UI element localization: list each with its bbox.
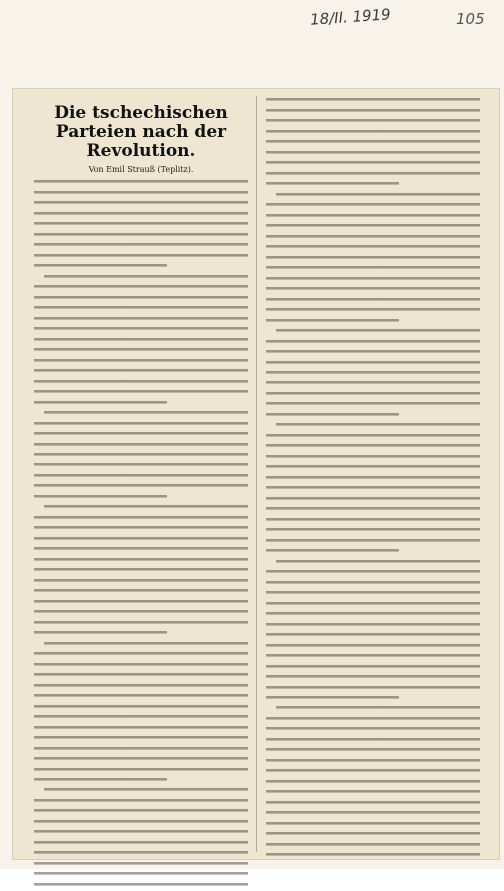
text-line bbox=[34, 828, 248, 835]
text-line bbox=[266, 736, 480, 743]
text-line bbox=[266, 536, 480, 543]
text-line bbox=[266, 117, 480, 124]
text-line bbox=[34, 839, 248, 846]
text-line bbox=[266, 337, 480, 344]
text-line bbox=[34, 367, 248, 374]
text-line bbox=[34, 304, 248, 311]
text-line bbox=[34, 398, 167, 405]
text-line bbox=[266, 641, 480, 648]
text-line bbox=[266, 851, 480, 858]
text-line bbox=[34, 859, 248, 866]
text-line bbox=[44, 272, 248, 279]
text-line bbox=[266, 767, 480, 774]
text-line bbox=[34, 199, 248, 206]
article-column-right bbox=[266, 96, 480, 861]
text-line bbox=[266, 631, 480, 638]
text-line bbox=[276, 421, 480, 428]
text-line bbox=[266, 725, 480, 732]
article-byline: Von Emil Strauß (Teplitz). bbox=[88, 165, 194, 174]
text-line bbox=[266, 159, 480, 166]
text-line bbox=[266, 673, 480, 680]
text-line bbox=[34, 524, 248, 531]
text-line bbox=[266, 547, 399, 554]
text-line bbox=[266, 180, 399, 187]
text-line bbox=[34, 430, 248, 437]
text-line bbox=[266, 798, 480, 805]
text-line bbox=[34, 692, 248, 699]
text-line bbox=[266, 840, 480, 847]
text-line bbox=[34, 325, 248, 332]
text-line bbox=[34, 356, 248, 363]
text-line bbox=[34, 870, 248, 877]
text-line bbox=[34, 335, 248, 342]
text-line bbox=[34, 807, 248, 814]
text-line bbox=[266, 819, 480, 826]
text-line bbox=[266, 442, 480, 449]
text-line bbox=[266, 253, 480, 260]
text-line bbox=[34, 472, 248, 479]
text-line bbox=[34, 346, 248, 353]
text-line bbox=[266, 788, 480, 795]
text-line bbox=[266, 694, 399, 701]
text-line bbox=[44, 639, 248, 646]
text-line bbox=[44, 786, 248, 793]
text-line bbox=[266, 484, 480, 491]
text-line bbox=[266, 96, 480, 103]
text-line bbox=[266, 232, 480, 239]
text-line bbox=[34, 587, 248, 594]
text-line bbox=[266, 505, 480, 512]
handwritten-date: 18/II. 1919 bbox=[309, 5, 392, 29]
text-line bbox=[34, 576, 248, 583]
text-line bbox=[266, 578, 480, 585]
text-line bbox=[266, 127, 480, 134]
text-line bbox=[34, 230, 248, 237]
text-line bbox=[266, 568, 480, 575]
text-line bbox=[34, 388, 248, 395]
text-line bbox=[266, 683, 480, 690]
text-line bbox=[34, 440, 248, 447]
text-line bbox=[34, 849, 248, 856]
text-line bbox=[266, 715, 480, 722]
text-line bbox=[276, 557, 480, 564]
text-line bbox=[266, 400, 480, 407]
text-line bbox=[266, 316, 399, 323]
page-number: 105 bbox=[456, 10, 485, 28]
text-line bbox=[34, 723, 248, 730]
text-line bbox=[266, 809, 480, 816]
text-line bbox=[34, 776, 167, 783]
text-line bbox=[266, 746, 480, 753]
text-line bbox=[34, 241, 248, 248]
text-line bbox=[266, 473, 480, 480]
text-line bbox=[34, 262, 167, 269]
text-line bbox=[266, 379, 480, 386]
text-line bbox=[34, 671, 248, 678]
text-line bbox=[266, 285, 480, 292]
text-line bbox=[34, 419, 248, 426]
text-line bbox=[276, 327, 480, 334]
text-line bbox=[266, 432, 480, 439]
text-line bbox=[266, 610, 480, 617]
text-line bbox=[34, 566, 248, 573]
text-line bbox=[266, 222, 480, 229]
text-line bbox=[266, 243, 480, 250]
text-line bbox=[34, 681, 248, 688]
text-line bbox=[266, 211, 480, 218]
text-line bbox=[34, 618, 248, 625]
text-line bbox=[34, 555, 248, 562]
text-line bbox=[34, 461, 248, 468]
text-line bbox=[266, 369, 480, 376]
article-column-left bbox=[34, 96, 248, 891]
text-line bbox=[266, 494, 480, 501]
text-line bbox=[34, 660, 248, 667]
body-text-left bbox=[34, 178, 248, 888]
text-line bbox=[266, 652, 480, 659]
text-line bbox=[266, 515, 480, 522]
text-line bbox=[34, 713, 248, 720]
text-line bbox=[34, 880, 248, 887]
text-line bbox=[44, 409, 248, 416]
text-line bbox=[266, 106, 480, 113]
text-line bbox=[34, 597, 248, 604]
text-line bbox=[266, 169, 480, 176]
text-line bbox=[34, 534, 248, 541]
text-line bbox=[266, 777, 480, 784]
text-line bbox=[34, 702, 248, 709]
text-line bbox=[266, 358, 480, 365]
text-line bbox=[34, 818, 248, 825]
text-line bbox=[266, 830, 480, 837]
text-line bbox=[34, 493, 167, 500]
body-text-right bbox=[266, 96, 480, 858]
text-line bbox=[266, 757, 480, 764]
text-line bbox=[34, 314, 248, 321]
text-line bbox=[266, 201, 480, 208]
column-divider bbox=[256, 96, 257, 852]
text-line bbox=[34, 765, 248, 772]
text-line bbox=[266, 452, 480, 459]
text-line bbox=[44, 503, 248, 510]
text-line bbox=[266, 662, 480, 669]
text-line bbox=[276, 704, 480, 711]
text-line bbox=[266, 274, 480, 281]
text-line bbox=[34, 209, 248, 216]
text-line bbox=[266, 295, 480, 302]
text-line bbox=[276, 190, 480, 197]
text-line bbox=[34, 220, 248, 227]
text-line bbox=[266, 264, 480, 271]
text-line bbox=[266, 348, 480, 355]
text-line bbox=[34, 650, 248, 657]
text-line bbox=[34, 514, 248, 521]
text-line bbox=[266, 589, 480, 596]
text-line bbox=[34, 188, 248, 195]
text-line bbox=[34, 251, 248, 258]
text-line bbox=[266, 138, 480, 145]
text-line bbox=[266, 390, 480, 397]
text-line bbox=[34, 608, 248, 615]
text-line bbox=[34, 629, 167, 636]
text-line bbox=[34, 545, 248, 552]
text-line bbox=[34, 178, 248, 185]
text-line bbox=[266, 148, 480, 155]
text-line bbox=[266, 463, 480, 470]
text-line bbox=[34, 755, 248, 762]
text-line bbox=[266, 526, 480, 533]
text-line bbox=[34, 797, 248, 804]
text-line bbox=[266, 599, 480, 606]
text-line bbox=[34, 293, 248, 300]
text-line bbox=[34, 377, 248, 384]
text-line bbox=[266, 411, 399, 418]
text-line bbox=[34, 482, 248, 489]
text-line bbox=[266, 620, 480, 627]
text-line bbox=[34, 734, 248, 741]
text-line bbox=[266, 306, 480, 313]
text-line bbox=[34, 283, 248, 290]
text-line bbox=[34, 451, 248, 458]
article-headline: Die tschechischen Parteien nach der Revolution. bbox=[54, 103, 228, 161]
text-line bbox=[34, 744, 248, 751]
